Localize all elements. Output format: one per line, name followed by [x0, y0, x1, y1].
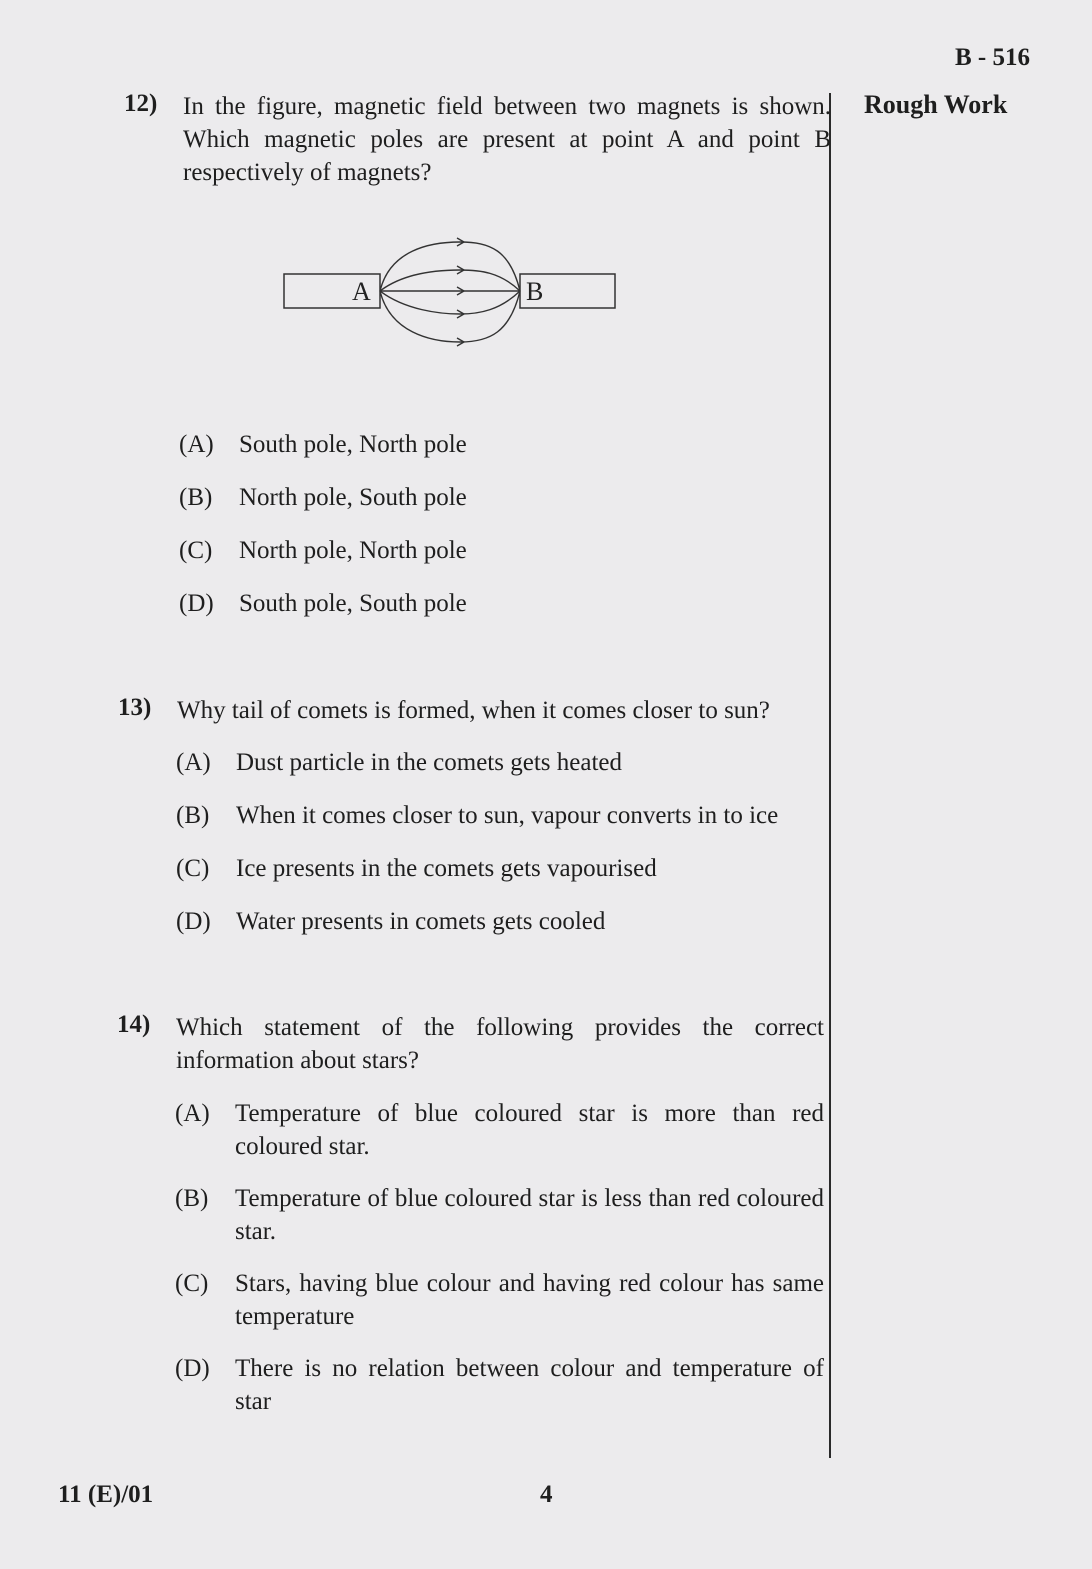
q13-option-c[interactable]	[176, 852, 826, 885]
option-label: (D)	[175, 1355, 210, 1382]
option-label: (C)	[176, 855, 210, 882]
question-13-text: Why tail of comets is formed, when it comes closer to sun?	[177, 697, 770, 724]
page-number: 4	[540, 1481, 553, 1508]
option-text: Stars, having blue colour and having red colour has same temperature	[235, 1270, 824, 1330]
option-text: North pole, South pole	[239, 484, 467, 511]
q12-option-b[interactable]	[179, 481, 779, 514]
q13-option-b[interactable]	[176, 799, 826, 832]
field-arrows	[457, 238, 464, 346]
q12-option-a[interactable]	[179, 428, 779, 461]
magnet-field-figure	[280, 232, 620, 352]
option-text: When it comes closer to sun, vapour converts in to ice	[236, 802, 779, 829]
q14-option-b[interactable]	[175, 1182, 825, 1248]
q13-option-d[interactable]	[176, 905, 826, 938]
q12-option-c[interactable]	[179, 534, 779, 567]
option-text: Ice presents in the comets gets vapourised	[236, 855, 657, 882]
option-text: Dust particle in the comets gets heated	[236, 749, 622, 776]
option-text: North pole, North pole	[239, 537, 467, 564]
figure-label-b: B	[526, 277, 544, 306]
q12-option-d[interactable]	[179, 587, 779, 620]
option-label: (A)	[176, 749, 211, 776]
column-divider	[829, 93, 831, 1458]
question-13-number: 13)	[118, 694, 152, 721]
paper-code: B - 516	[955, 44, 1030, 71]
q14-option-d[interactable]	[175, 1352, 825, 1418]
q14-option-c[interactable]	[175, 1267, 825, 1333]
question-14-number: 14)	[117, 1011, 151, 1038]
question-14-text: Which statement of the following provides the correct information about stars?	[176, 1014, 824, 1074]
option-label: (C)	[179, 537, 213, 564]
option-text: South pole, South pole	[239, 590, 467, 617]
option-text: South pole, North pole	[239, 431, 467, 458]
option-label: (D)	[179, 590, 214, 617]
question-12-text: In the figure, magnetic field between two magnets is shown. Which magnetic poles are present at point A and point B respectively of magnets?	[183, 93, 831, 186]
q13-option-a[interactable]	[176, 746, 826, 779]
option-text: Temperature of blue coloured star is more than red coloured star.	[235, 1100, 824, 1160]
option-text: Water presents in comets gets cooled	[236, 908, 606, 935]
option-text: Temperature of blue coloured star is less than red coloured star.	[235, 1185, 824, 1245]
question-12-number: 12)	[124, 90, 158, 117]
field-lines	[380, 242, 520, 342]
option-text: There is no relation between colour and temperature of star	[235, 1355, 824, 1415]
option-label: (D)	[176, 908, 211, 935]
option-label: (A)	[175, 1100, 210, 1127]
figure-label-a: A	[352, 277, 371, 306]
option-label: (B)	[176, 802, 210, 829]
option-label: (B)	[179, 484, 213, 511]
rough-work-heading: Rough Work	[864, 90, 1008, 119]
option-label: (A)	[179, 431, 214, 458]
footer-code: 11 (E)/01	[58, 1481, 154, 1508]
option-label: (B)	[175, 1185, 209, 1212]
option-label: (C)	[175, 1270, 209, 1297]
q14-option-a[interactable]	[175, 1097, 825, 1163]
